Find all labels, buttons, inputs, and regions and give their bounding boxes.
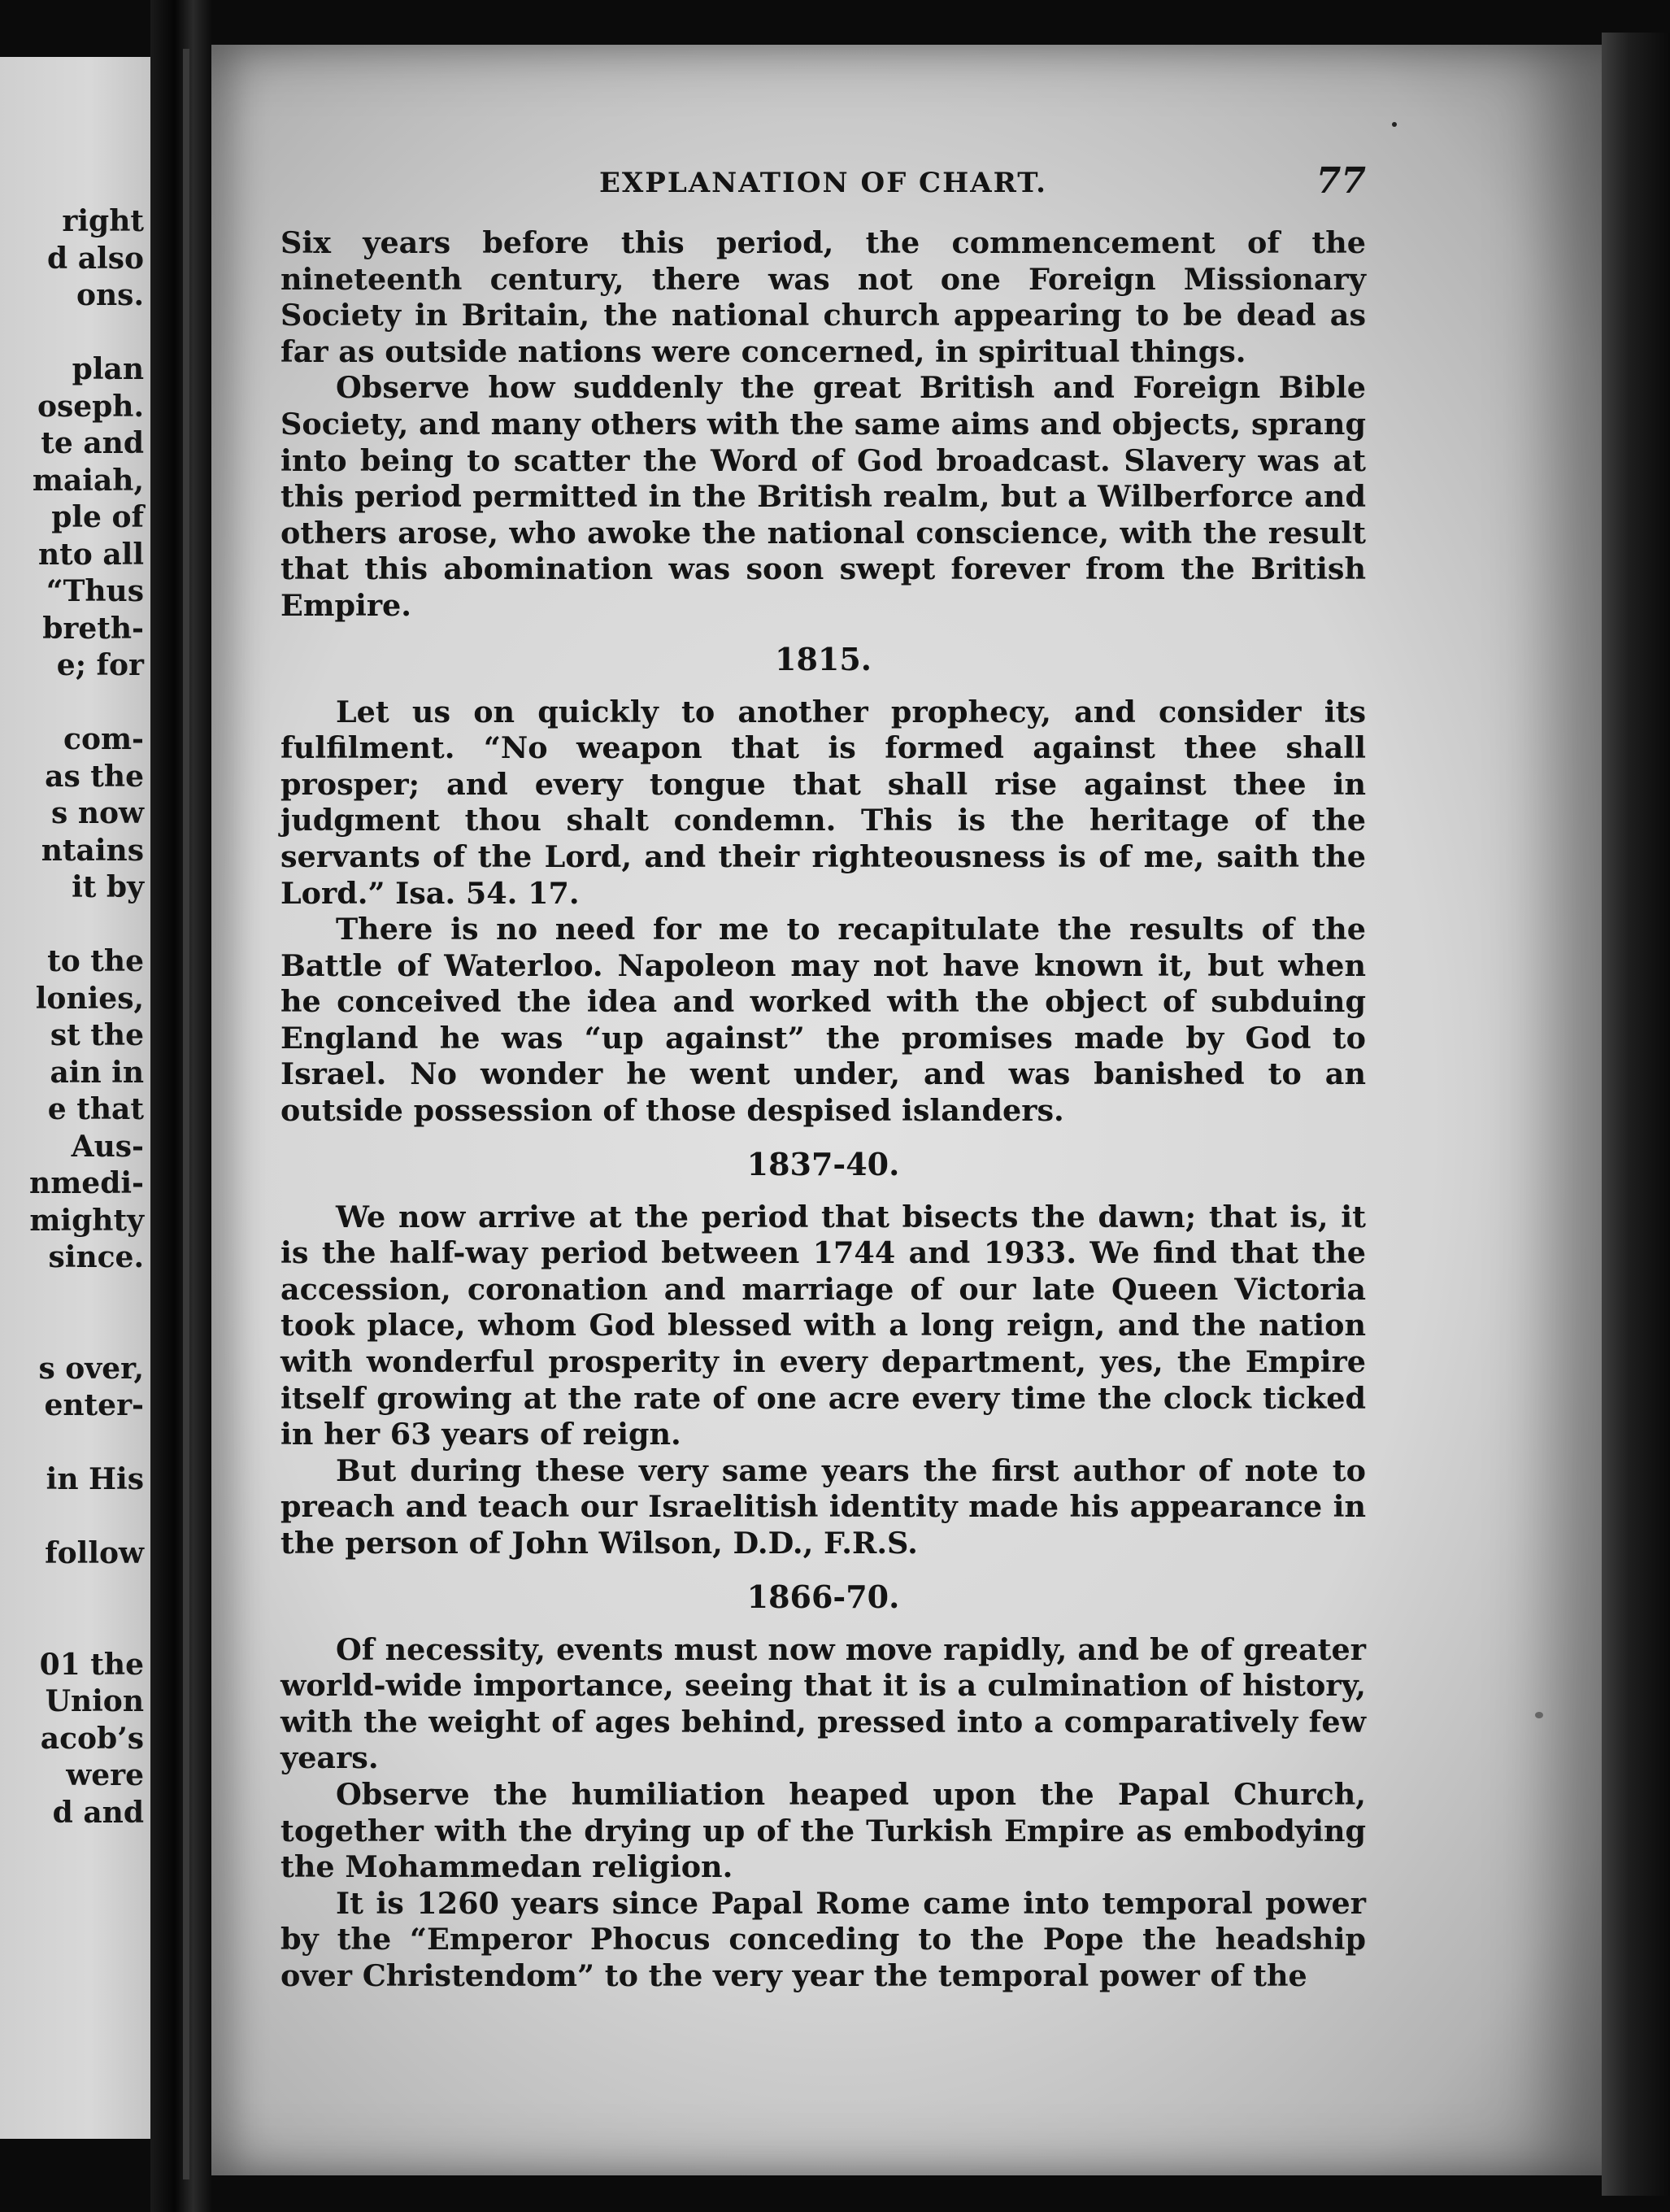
facing-page-line: te and (41, 426, 144, 460)
section-1815 (281, 639, 1366, 1130)
facing-page-line: oseph. (37, 389, 144, 424)
facing-page-line: to the (47, 944, 144, 978)
facing-page-fragment (0, 57, 150, 2139)
facing-page-line: s now (51, 796, 144, 830)
section-heading: 1866-70. (746, 1578, 900, 1615)
facing-page-line: ntains (41, 833, 144, 868)
book-gutter (150, 0, 211, 2212)
paragraph: We now arrive at the period that bisects the dawn; that is, it is the half-way period between 1744 and 1933. We find that the accession, coronation and marriage of our late Queen Victoria took place, whom God blessed with a long reign, and the nation with wonderful prosperity in every department, yes, the Empire itself growing at the rate of one acre every time the clock ticked in her 63 years of reign. (281, 1199, 1366, 1452)
facing-page-line: nto all (37, 537, 144, 572)
facing-page-line: it by (72, 870, 144, 904)
facing-page-line: breth- (42, 611, 144, 646)
facing-page-line: “Thus (46, 574, 144, 608)
page-number: 77 (1316, 160, 1366, 202)
facing-page-line: lonies, (35, 981, 144, 1016)
gutter-stripe (183, 49, 189, 2179)
paragraph: But during these very same years the first author of note to preach and teach our Israelitish identity made his appearance in the person of John Wilson, D.D., F.R.S. (281, 1452, 1366, 1561)
ink-speck (1535, 1712, 1543, 1718)
facing-page-line: ple of (51, 500, 144, 534)
page-content (281, 160, 1366, 1995)
section-intro (281, 225, 1366, 625)
facing-page-line: plan (72, 352, 144, 386)
facing-page-line: follow (45, 1536, 144, 1570)
facing-page-line: d and (52, 1795, 144, 1830)
facing-page-line: enter- (44, 1388, 144, 1422)
section-heading: 1815. (775, 640, 872, 677)
facing-page-line: s over, (38, 1351, 144, 1386)
paragraph: Observe how suddenly the great British and Foreign Bible Society, and many others with the same aims and objects, sprang into being to scatter the Word of God broadcast. Slavery was at this period permitted in the British realm, but a Wilberforce and others arose, who awoke the national conscience, with the result that this abomination was soon swept forever from the British Empire. (281, 370, 1366, 623)
facing-page-line: maiah, (32, 463, 144, 498)
section-heading: 1837-40. (746, 1145, 900, 1182)
facing-page-line: ain in (50, 1055, 144, 1090)
facing-page-line: mighty (29, 1203, 144, 1238)
facing-page-line: e that (47, 1092, 144, 1126)
running-head-title: EXPLANATION OF CHART. (598, 167, 1048, 199)
paragraph: Observe the humiliation heaped upon the Papal Church, together with the drying up of the Turkish Empire as embodying the Mohammedan religion. (281, 1776, 1366, 1885)
facing-page-line: 01 the (39, 1647, 144, 1682)
facing-page-line: ons. (76, 278, 144, 312)
ink-speck (1392, 122, 1397, 127)
facing-page-line: were (66, 1758, 144, 1792)
facing-page-line: in His (46, 1462, 144, 1496)
facing-page-line: Aus- (71, 1129, 144, 1164)
facing-page-line: com- (63, 722, 144, 756)
section-1866-70 (281, 1577, 1366, 1995)
facing-page-line: st the (50, 1018, 144, 1052)
facing-page-line: as the (45, 759, 144, 794)
running-head (281, 160, 1366, 216)
paragraph: Let us on quickly to another prophecy, and consider its fulfilment. “No weapon that is formed against thee shall prosper; and every tongue that shall rise against thee in judgment thou shalt condemn. This is the heritage of the servants of the Lord, and their righteousness is of me, saith the Lord.” Isa. 54. 17. (281, 694, 1366, 911)
facing-page-line: acob’s (40, 1721, 144, 1756)
section-1837-40 (281, 1144, 1366, 1562)
facing-page-line: e; for (56, 648, 144, 682)
facing-page-line: Union (45, 1684, 144, 1718)
facing-page-line: d also (47, 241, 144, 276)
facing-page-line: nmedi- (29, 1166, 144, 1200)
paragraph: It is 1260 years since Papal Rome came into temporal power by the “Emperor Phocus conceding to the Pope the headship over Christendom” to the very year the temporal power of the (281, 1885, 1366, 1993)
facing-page-line: right (62, 204, 144, 238)
paragraph: Six years before this period, the commencement of the nineteenth century, there was not one Foreign Missionary Society in Britain, the national church appearing to be dead as far as outside nations were concerned, in spiritual things. (281, 225, 1366, 369)
paragraph: There is no need for me to recapitulate the results of the Battle of Waterloo. Napoleon may not have known it, but when he conceived the idea and worked with the object of subduing England he was “up against” the promises made by God to Israel. No wonder he went under, and was banished to an outside possession of those despised islanders. (281, 912, 1366, 1129)
page-edge-shadow (1602, 33, 1670, 2196)
facing-page-line: since. (48, 1240, 144, 1274)
paragraph: Of necessity, events must now move rapidly, and be of greater world-wide importance, seeing that it is a culmination of history, with the weight of ages behind, pressed into a comparatively few years. (281, 1631, 1366, 1776)
